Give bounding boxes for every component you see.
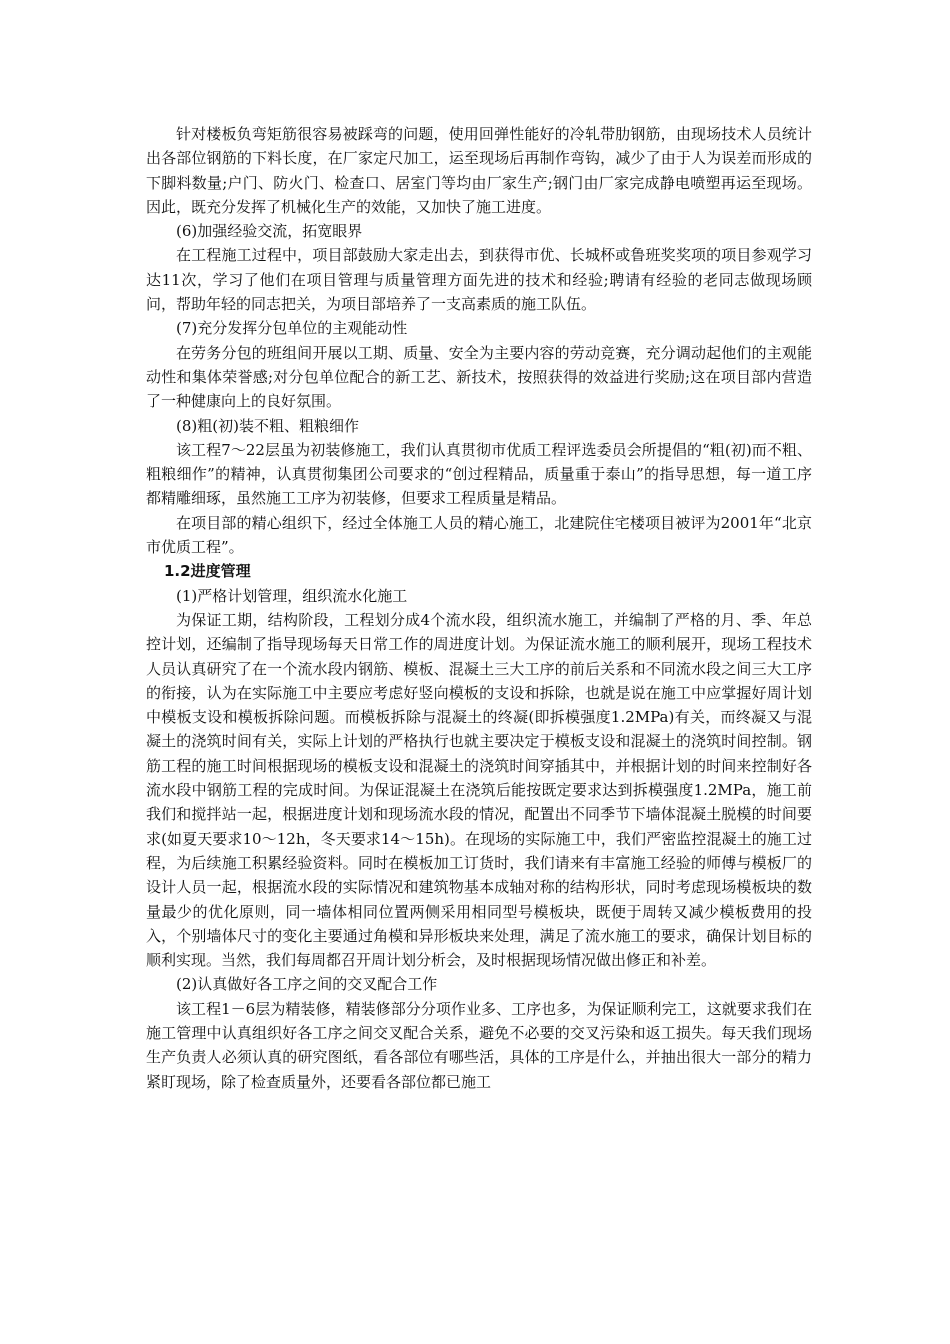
- paragraph-fine-decoration: 该工程1－6层为精装修，精装修部分分项作业多、工序也多，为保证顺利完工，这就要求我们在施工管理中认真组织好各工序之间交叉配合关系，避免不必要的交叉污染和返工损失。每天我们现场生产负责人必须认真的研究图纸，看各部位有哪些活，具体的工序是什么，并抽出很大一部分的精力紧盯现场，除了检查质量外，还要看各部位都已施工: [146, 999, 812, 1091]
- document-body: [146, 122, 812, 1094]
- paragraph-labor-competition: 在劳务分包的班组间开展以工期、质量、安全为主要内容的劳动竞赛，充分调动起他们的主观能动性和集体荣誉感;对分包单位配合的新工艺、新技术，按照获得的效益进行奖励;这在项目部内营造了一种健康向上的良好氛围。: [146, 343, 812, 411]
- paragraph-prefab-rebar: 针对楼板负弯矩筋很容易被踩弯的问题，使用回弹性能好的冷轧带肋钢筋，由现场技术人员统计出各部位钢筋的下料长度，在厂家定尺加工，运至现场后再制作弯钩，减少了由于人为误差而形成的下脚料数量;户门、防火门、检查口、居室门等均由厂家生产;钢门由厂家完成静电喷塑再运至现场。因此，既充分发挥了机械化生产的效能，又加快了施工进度。: [146, 125, 812, 216]
- heading-2-process-coordination: (2)认真做好各工序之间的交叉配合工作: [176, 975, 438, 994]
- paragraph-quality-award: 在项目部的精心组织下，经过全体施工人员的精心施工，北建院住宅楼项目被评为2001年“北京市优质工程”。: [146, 513, 812, 557]
- heading-7-subcontractor-initiative: (7)充分发挥分包单位的主观能动性: [176, 319, 408, 338]
- paragraph-initial-decoration: 该工程7～22层虽为初装修施工，我们认真贯彻市优质工程评选委员会所提倡的“粗(初)而不粗、粗粮细作”的精神，认真贯彻集团公司要求的“创过程精品，质量重于泰山”的指导思想，每一道工序都精雕细琢，虽然施工工序为初装修，但要求工程质量是精品。: [146, 440, 812, 508]
- paragraph-site-visits: 在工程施工过程中，项目部鼓励大家走出去，到获得市优、长城杯或鲁班奖奖项的项目参观学习达11次，学习了他们在项目管理与质量管理方面先进的技术和经验;聘请有经验的老同志做现场顾问，帮助年轻的同志把关，为项目部培养了一支高素质的施工队伍。: [146, 246, 812, 314]
- paragraph-flow-construction: 为保证工期，结构阶段，工程划分成4个流水段，组织流水施工，并编制了严格的月、季、年总控计划，还编制了指导现场每天日常工作的周进度计划。为保证流水施工的顺利展开，现场工程技术人员认真研究了在一个流水段内钢筋、模板、混凝土三大工序的前后关系和不同流水段之间三大工序的衔接，认为在实际施工中主要应考虑好竖向模板的支设和拆除，也就是说在施工中应掌握好周计划中模板支设和模板拆除问题。而模板拆除与混凝土的终凝(即拆模强度1.2MPa)有关，而终凝又与混凝土的浇筑时间有关，实际上计划的严格执行也就主要决定于模板支设和混凝土的浇筑时间控制。钢筋工程的施工时间根据现场的模板支设和混凝土的浇筑时间穿插其中，并根据计划的时间来控制好各流水段中钢筋工程的完成时间。为保证混凝土在浇筑后能按既定要求达到拆模强度1.2MPa，施工前我们和搅拌站一起，根据进度计划和现场流水段的情况，配置出不同季节下墙体混凝土脱模的时间要求(如夏天要求10～12h，冬天要求14～15h)。在现场的实际施工中，我们严密监控混凝土的施工过程，为后续施工积累经验资料。同时在模板加工订货时，我们请来有丰富施工经验的师傅与模板厂的设计人员一起，根据流水段的实际情况和建筑物基本成轴对称的结构形状，同时考虑现场模板块的数量最少的优化原则，同一墙体相同位置两侧采用相同型号模板块，既便于周转又减少模板费用的投入，个别墙体尺寸的变化主要通过角模和异形板块来处理，满足了流水施工的要求，确保计划目标的顺利实现。当然，我们每周都召开周计划分析会，及时根据现场情况做出修正和补差。: [146, 610, 812, 970]
- section-heading-schedule-management: 1.2进度管理: [164, 562, 251, 581]
- heading-8-rough-fine-work: (8)粗(初)装不粗、粗粮细作: [176, 416, 359, 435]
- heading-6-experience-exchange: (6)加强经验交流，拓宽眼界: [176, 222, 363, 241]
- heading-1-plan-management: (1)严格计划管理，组织流水化施工: [176, 586, 408, 605]
